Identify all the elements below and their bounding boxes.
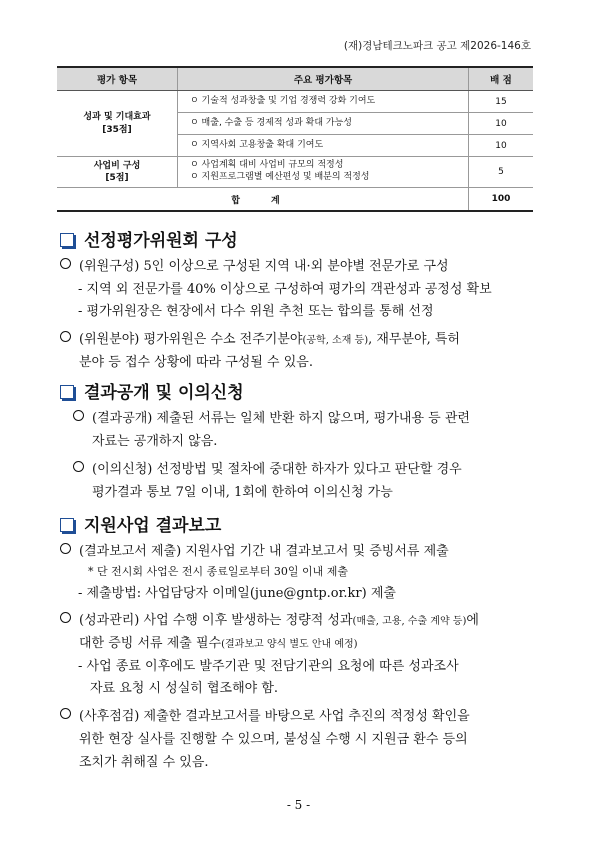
section-title-text: 선정평가위원회 구성 [84,231,238,251]
header-category: 평가 항목 [57,67,178,91]
item-line: ㅇ 사업계획 대비 사업비 규모의 적정성 [190,160,344,171]
paragraph: (결과공개) 제출된 서류는 일체 반환 하지 않으며, 평가내용 등 관련 [73,407,470,426]
item-cell: ㅇ 매출, 수출 등 경제적 성과 확대 가능성 [178,113,469,135]
section-title-text: 지원사업 결과보고 [84,516,222,536]
paragraph-continuation: 조치가 취해질 수 있음. [79,755,209,770]
section-title [60,378,244,403]
paragraph: (결과보고서 제출) 지원사업 기간 내 결과보고서 및 증빙서류 제출 [60,540,449,559]
total-row [57,188,533,212]
table-row [57,91,533,113]
evaluation-table [57,66,533,212]
sub-item: - 평가위원장은 현장에서 다수 위원 추천 또는 합의를 통해 선정 [78,304,434,319]
category-name: 사업비 구성 [93,160,141,171]
circle-bullet-icon [60,258,71,269]
paragraph-continuation: 대한 증빙 서류 제출 필수(결과보고 양식 별도 안내 예정) [79,636,358,651]
circle-bullet-icon [60,708,71,719]
item-cell: ㅇ 기술적 성과창출 및 기업 경쟁력 강화 기여도 [178,91,469,113]
header-items: 주요 평가항목 [178,67,469,91]
total-label: 합 계 [57,188,469,212]
score-cell: 15 [469,91,534,113]
paragraph-continuation: 평가결과 통보 7일 이내, 1회에 한하여 이의신청 가능 [92,485,393,500]
circle-bullet-icon [73,410,84,421]
category-cell [57,91,178,157]
score-cell: 10 [469,135,534,157]
item-cell: ㅇ 지역사회 고용창출 확대 기여도 [178,135,469,157]
paragraph-continuation: 분야 등 접수 상황에 따라 구성될 수 있음. [79,355,313,370]
table-header-row [57,67,533,91]
circle-bullet-icon [73,461,84,472]
score-cell: 10 [469,113,534,135]
sub-item: - 지역 외 전문가를 40% 이상으로 구성하여 평가의 객관성과 공정성 확보 [78,282,492,297]
item-line: ㅇ 지원프로그램별 예산편성 및 배분의 적정성 [190,172,370,182]
table-row [57,157,533,188]
section-title-text: 결과공개 및 이의신청 [84,383,244,403]
section-title [60,511,221,536]
category-name: 성과 및 기대효과 [83,112,151,123]
item-cell [178,157,469,188]
page-number: - 5 - [286,798,311,812]
paragraph: (이의신청) 선정방법 및 절차에 중대한 하자가 있다고 판단할 경우 [73,458,462,477]
square-outline-icon [60,385,74,399]
paragraph: (위원분야) 평가위원은 수소 전주기분야(공학, 소재 등), 재무분야, 특허 [60,328,460,347]
category-weight: [35점] [102,124,132,135]
paragraph-continuation: 위한 현장 실사를 진행할 수 있으며, 불성실 수행 시 지원금 환수 등의 [79,732,468,747]
paragraph: (성과관리) 사업 수행 이후 발생하는 정량적 성과(매출, 고용, 수출 계약 등)에 [60,609,479,628]
sub-item: - 사업 종료 이후에도 발주기관 및 전담기관의 요청에 따른 성과조사 [78,659,459,674]
total-score: 100 [469,188,534,212]
sub-item: - 제출방법: 사업담당자 이메일(june@gntp.or.kr) 제출 [78,586,396,601]
paragraph-continuation: 자료는 공개하지 않음. [92,434,218,449]
header-score: 배 점 [469,67,534,91]
circle-bullet-icon [60,331,71,342]
paragraph: (위원구성) 5인 이상으로 구성된 지역 내·외 분야별 전문가로 구성 [60,255,449,274]
square-outline-icon [60,233,74,247]
category-weight: [5점] [105,173,129,183]
score-cell: 5 [469,157,534,188]
circle-bullet-icon [60,612,71,623]
notice-number: (재)경남테크노파크 공고 제2026-146호 [343,40,531,52]
sub-item-continuation: 자료 요청 시 성실히 협조해야 함. [90,681,279,696]
circle-bullet-icon [60,543,71,554]
section-title [60,226,238,251]
note: * 단 전시회 사업은 전시 종료일로부터 30일 이내 제출 [88,565,348,578]
square-outline-icon [60,518,74,532]
category-cell [57,157,178,188]
paragraph: (사후점검) 제출한 결과보고서를 바탕으로 사업 추진의 적정성 확인을 [60,705,470,724]
